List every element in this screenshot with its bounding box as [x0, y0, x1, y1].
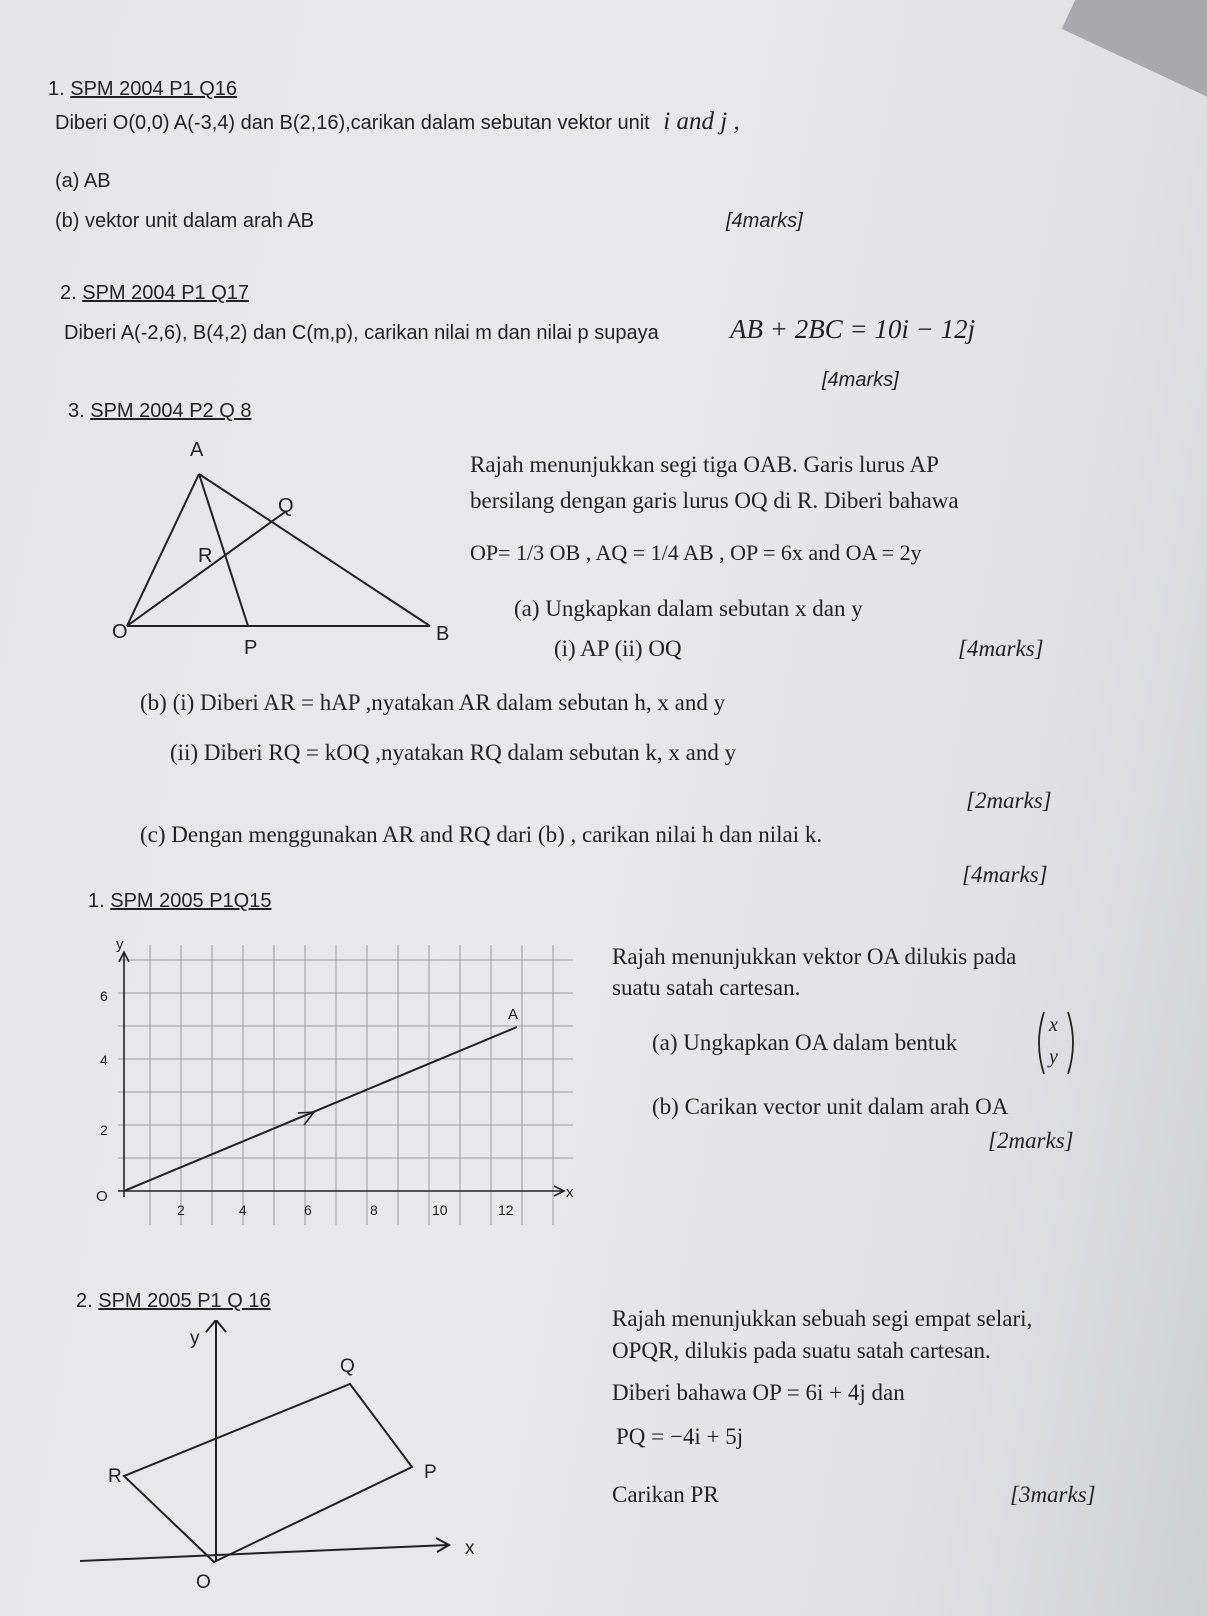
column-vector-xy — [1032, 1008, 1080, 1078]
parallelogram-opqr-figure — [80, 1320, 500, 1590]
q4-heading — [88, 890, 271, 913]
x-tick-8: 8 — [370, 1202, 378, 1218]
cartesian-grid-figure — [88, 935, 578, 1235]
q1-heading — [48, 78, 237, 101]
x-tick-10: 10 — [432, 1202, 448, 1218]
q1-stem-text: Diberi O(0,0) A(-3,4) dan B(2,16),carikan dalam sebutan vektor unit — [55, 112, 650, 134]
vector-oa-arrowhead — [298, 1112, 314, 1125]
grid-lines — [118, 945, 573, 1225]
q2-stem: Diberi A(-2,6), B(4,2) dan C(m,p), carikan nilai m dan nilai p supaya — [64, 322, 659, 344]
graph-point-a: A — [508, 1006, 519, 1023]
q3-part-a-sub: (i) AP (ii) OQ — [554, 636, 682, 661]
q5-number: 2. — [76, 1290, 93, 1312]
q3-part-a: (a) Ungkapkan dalam sebutan x dan y — [514, 596, 863, 621]
line-oq — [127, 512, 285, 626]
q3-text-line1: Rajah menunjukkan segi tiga OAB. Garis lurus AP — [470, 452, 939, 477]
q4-text-line2: suatu satah cartesan. — [612, 975, 801, 1000]
graph-origin: O — [96, 1188, 108, 1205]
q4-title: SPM 2005 P1Q15 — [110, 890, 272, 912]
q4-part-b: (b) Carikan vector unit dalam arah OA — [652, 1094, 1009, 1119]
label-a: A — [190, 439, 204, 461]
x-tick-2: 2 — [177, 1202, 185, 1218]
side-oa — [127, 474, 199, 626]
q3-heading — [68, 400, 251, 423]
q1-unit-vectors: i and j , — [663, 108, 740, 135]
y-tick-6: 6 — [100, 988, 108, 1004]
x-tick-12: 12 — [498, 1202, 514, 1218]
label-b: B — [436, 623, 450, 645]
q5-given-line1: Diberi bahawa OP = 6i + 4j dan — [612, 1380, 905, 1405]
q2-number: 2. — [60, 282, 77, 304]
q1-part-a: (a) AB — [55, 170, 111, 192]
x-axis — [80, 1545, 448, 1561]
q1-title: SPM 2004 P1 Q16 — [70, 78, 238, 100]
q1-number: 1. — [48, 78, 65, 100]
q3-part-c: (c) Dengan menggunakan AR and RQ dari (b) , carikan nilai h dan nilai k. — [140, 822, 823, 847]
q4-part-a: (a) Ungkapkan OA dalam bentuk — [652, 1030, 958, 1055]
fig-y-label: y — [190, 1328, 200, 1349]
x-tick-6: 6 — [304, 1202, 312, 1218]
fig-r-label: R — [108, 1466, 122, 1487]
q3-part-b-marks: [2marks] — [966, 788, 1052, 813]
q3-title: SPM 2004 P2 Q 8 — [90, 400, 252, 422]
q5-given-line2: PQ = −4i + 5j — [616, 1424, 744, 1449]
label-p: P — [244, 637, 258, 659]
label-o: O — [112, 621, 128, 643]
q4-marks: [2marks] — [988, 1128, 1074, 1153]
q2-title: SPM 2004 P1 Q17 — [82, 282, 250, 304]
q5-text-line1: Rajah menunjukkan sebuah segi empat selari, — [612, 1306, 1033, 1331]
q2-marks: [4marks] — [822, 369, 899, 391]
q5-heading — [76, 1290, 271, 1313]
triangle-oab-figure — [100, 430, 480, 670]
q3-part-a-marks: [4marks] — [958, 636, 1044, 661]
column-vector-x: x — [1049, 1014, 1058, 1036]
q1-marks: [4marks] — [726, 210, 803, 232]
q4-number: 1. — [88, 890, 105, 912]
column-vector-y: y — [1049, 1046, 1058, 1068]
fig-x-label: x — [465, 1538, 475, 1559]
q2-heading — [60, 282, 249, 305]
y-tick-4: 4 — [100, 1052, 108, 1068]
vector-oa-line — [124, 1027, 517, 1191]
q5-text-line2: OPQR, dilukis pada suatu satah cartesan. — [612, 1338, 991, 1363]
q2-equation: AB + 2BC = 10i − 12j — [730, 314, 976, 344]
q3-part-c-marks: [4marks] — [962, 862, 1048, 887]
label-q: Q — [278, 495, 294, 517]
y-tick-2: 2 — [100, 1122, 108, 1138]
q5-find: Carikan PR — [612, 1482, 719, 1507]
q3-given: OP= 1/3 OB , AQ = 1/4 AB , OP = 6x and OA = 2y — [470, 540, 922, 565]
q1-stem — [55, 108, 740, 136]
q4-text-line1: Rajah menunjukkan vektor OA dilukis pada — [612, 944, 1017, 969]
q1-part-b: (b) vektor unit dalam arah AB — [55, 210, 315, 232]
fig-o-label: O — [196, 1572, 211, 1590]
q3-text-line2: bersilang dengan garis lurus OQ di R. Diberi bahawa — [470, 488, 959, 513]
page-corner-shadow — [1062, 0, 1207, 101]
fig-p-label: P — [424, 1462, 437, 1483]
q5-title: SPM 2005 P1 Q 16 — [98, 1290, 271, 1312]
q3-part-b-i: (b) (i) Diberi AR = hAP ,nyatakan AR dalam sebutan h, x and y — [140, 690, 726, 715]
fig-q-label: Q — [340, 1356, 355, 1377]
q5-marks: [3marks] — [1010, 1482, 1096, 1507]
label-r: R — [198, 545, 213, 567]
q3-number: 3. — [68, 400, 85, 422]
parallelogram-opqr — [124, 1384, 412, 1562]
graph-x-label: x — [566, 1184, 574, 1201]
x-tick-4: 4 — [239, 1202, 247, 1218]
q3-part-b-ii: (ii) Diberi RQ = kOQ ,nyatakan RQ dalam sebutan k, x and y — [170, 740, 737, 765]
graph-y-label: y — [116, 936, 124, 953]
